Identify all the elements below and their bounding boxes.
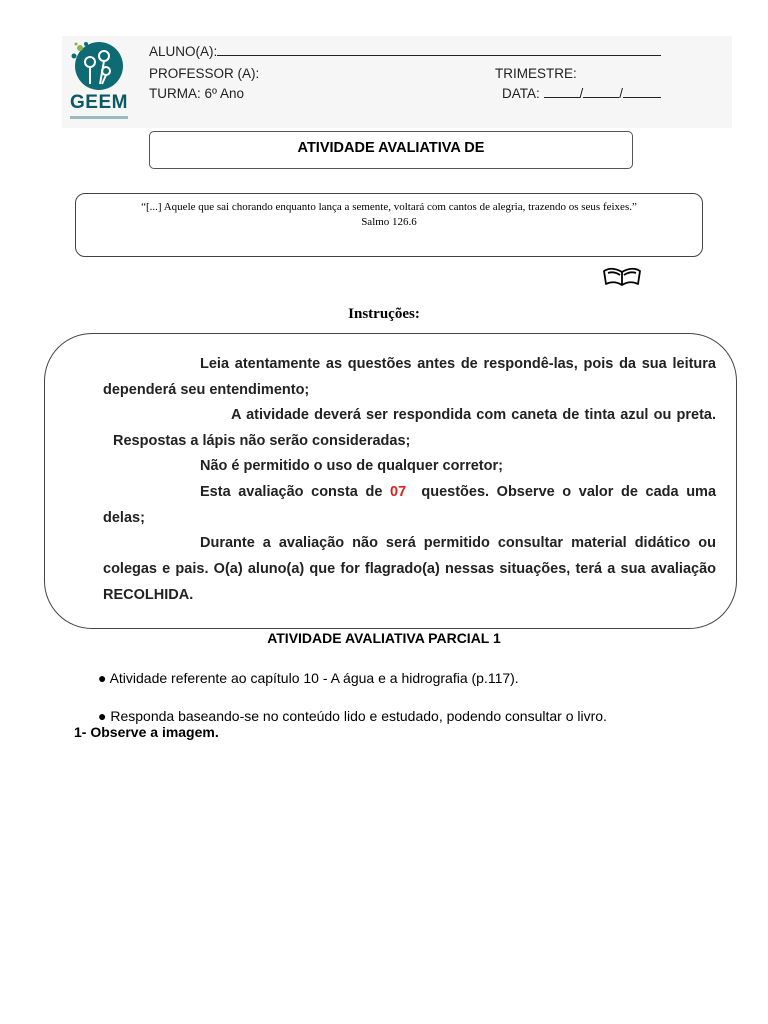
date-month-line [583,97,619,98]
logo-tagline-bar [70,116,128,119]
student-field [149,44,661,59]
section-subtitle: ATIVIDADE AVALIATIVA PARCIAL 1 [267,630,501,646]
instruction-text: Esta avaliação consta de [200,484,383,500]
instruction-item: Não é permitido o uso de qualquer corretor; [200,458,503,474]
date-separator: / [579,86,584,101]
date-day-line [544,97,580,98]
student-label: ALUNO(A): [149,44,218,59]
class-label: TURMA: 6º Ano [149,86,244,101]
quote-text: “[...] Aquele que sai chorando enquanto lança a semente, voltará com cantos de alegria, trazendo os seus feixes.” [141,201,637,213]
quote-box [75,193,703,257]
instruction-item: Leia atentamente as questões antes de respondê-las, pois da sua leitura dependerá seu entendimento; [103,356,716,398]
student-line [217,55,661,56]
date-year-line [623,97,661,98]
instruction-item: A atividade deverá ser respondida com caneta de tinta azul ou preta. Respostas a lápis não serão consideradas; [113,407,716,449]
date-field [502,86,661,101]
date-label: DATA: [502,86,540,101]
school-logo [66,40,132,124]
teacher-label: PROFESSOR (A): [149,66,260,81]
date-separator: / [619,86,624,101]
question-1: 1- Observe a imagem. [74,724,219,740]
instruction-item [103,479,716,531]
instruction-item: Durante a avaliação não será permitido consultar material didático ou colegas e pais. O(a) aluno(a) que for flagrado(a) nessas situações, terá a sua avaliação RECOLHIDA. [103,535,716,603]
question-count: 07 [390,484,407,500]
logo-icon [66,40,132,96]
bullet-item: ● Atividade referente ao capítulo 10 - A água e a hidrografia (p.117). [98,670,519,686]
book-icon [601,262,643,290]
quote-source: Salmo 126.6 [361,216,417,228]
trimester-label: TRIMESTRE: [495,66,577,81]
logo-text: GEEM [70,92,128,113]
page-title: ATIVIDADE AVALIATIVA DE [149,131,633,169]
bullet-item: ● Responda baseando-se no conteúdo lido e estudado, podendo consultar o livro. [98,708,607,724]
instruction-text: questões. Observe o valor de cada uma delas; [103,484,717,526]
instructions-heading: Instruções: [348,306,420,322]
